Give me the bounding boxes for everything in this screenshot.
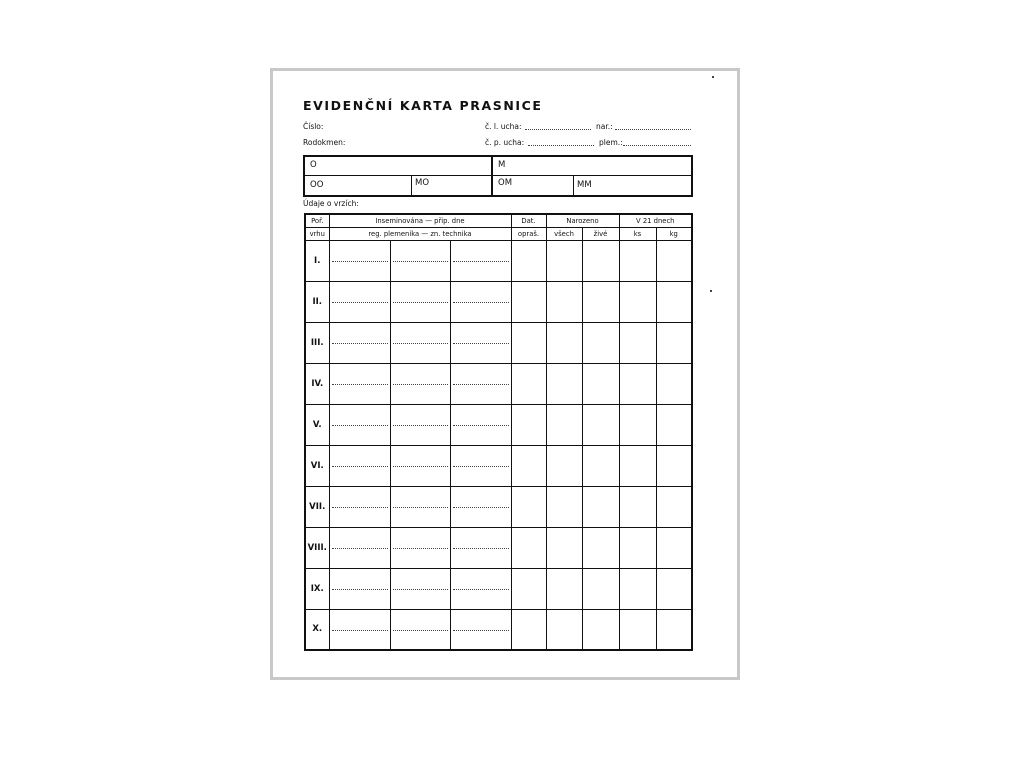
- scan-speck: [712, 76, 714, 78]
- dotted-line: [393, 507, 448, 508]
- day21-weight-cell[interactable]: [656, 322, 692, 363]
- dotted-line: [393, 425, 448, 426]
- dotted-line: [393, 466, 448, 467]
- insemination-cell[interactable]: [329, 404, 390, 445]
- scan-speck: [710, 290, 712, 292]
- header-insem: Inseminována — přip. dne: [329, 214, 511, 227]
- day21-count-cell[interactable]: [619, 404, 656, 445]
- dotted-line: [332, 261, 388, 262]
- born-alive-cell[interactable]: [582, 322, 619, 363]
- form-title: EVIDENČNÍ KARTA PRASNICE: [303, 98, 543, 113]
- born-alive-cell[interactable]: [582, 363, 619, 404]
- header-opras: opraš.: [511, 227, 546, 240]
- dotted-line: [332, 425, 388, 426]
- dotted-line: [332, 466, 388, 467]
- litter-number: V.: [305, 404, 329, 445]
- day21-weight-cell[interactable]: [656, 445, 692, 486]
- pedigree-o[interactable]: O: [310, 160, 317, 170]
- ear-left-label: č. l. ucha:: [485, 122, 522, 131]
- dotted-line: [332, 548, 388, 549]
- insemination-cell[interactable]: [390, 363, 450, 404]
- cislo-label: Číslo:: [303, 122, 324, 131]
- dotted-line: [453, 630, 509, 631]
- dotted-line: [453, 466, 509, 467]
- born-total-cell[interactable]: [546, 445, 582, 486]
- udaje-label: Údaje o vrzích:: [303, 199, 359, 208]
- insemination-cell[interactable]: [390, 404, 450, 445]
- litters-table-wrap: [304, 213, 693, 651]
- dotted-line: [453, 507, 509, 508]
- header-ks: ks: [619, 227, 656, 240]
- dotted-line: [332, 507, 388, 508]
- header-zive: živé: [582, 227, 619, 240]
- insemination-cell[interactable]: [390, 281, 450, 322]
- day21-weight-cell[interactable]: [656, 404, 692, 445]
- insemination-cell[interactable]: [329, 527, 390, 568]
- pedigree-divider: [491, 157, 493, 195]
- dotted-line: [393, 548, 448, 549]
- dotted-line: [453, 425, 509, 426]
- born-alive-cell[interactable]: [582, 404, 619, 445]
- dotted-line: [453, 384, 509, 385]
- farrowing-date-cell[interactable]: [511, 568, 546, 609]
- born-alive-cell[interactable]: [582, 568, 619, 609]
- table-row: [305, 486, 692, 527]
- born-total-cell[interactable]: [546, 404, 582, 445]
- litters-table: [304, 213, 693, 651]
- born-alive-cell[interactable]: [582, 527, 619, 568]
- litter-number: I.: [305, 240, 329, 281]
- header-kg: kg: [656, 227, 692, 240]
- insemination-cell[interactable]: [450, 568, 511, 609]
- insemination-cell[interactable]: [450, 363, 511, 404]
- dotted-line: [332, 589, 388, 590]
- header-v21: V 21 dnech: [619, 214, 692, 227]
- farrowing-date-cell[interactable]: [511, 527, 546, 568]
- dotted-line: [332, 630, 388, 631]
- insemination-cell[interactable]: [390, 322, 450, 363]
- day21-weight-cell[interactable]: [656, 527, 692, 568]
- pedigree-box: [303, 155, 693, 197]
- day21-weight-cell[interactable]: [656, 363, 692, 404]
- day21-weight-cell[interactable]: [656, 281, 692, 322]
- litter-number: IX.: [305, 568, 329, 609]
- dotted-line: [393, 343, 448, 344]
- litter-number: X.: [305, 609, 329, 650]
- insemination-cell[interactable]: [329, 240, 390, 281]
- table-row: [305, 363, 692, 404]
- day21-count-cell[interactable]: [619, 568, 656, 609]
- day21-count-cell[interactable]: [619, 527, 656, 568]
- born-alive-cell[interactable]: [582, 609, 619, 650]
- table-row: [305, 609, 692, 650]
- day21-count-cell[interactable]: [619, 281, 656, 322]
- born-total-cell[interactable]: [546, 322, 582, 363]
- header-por: Poř.: [305, 214, 329, 227]
- dotted-line: [393, 630, 448, 631]
- day21-weight-cell[interactable]: [656, 240, 692, 281]
- insemination-cell[interactable]: [450, 281, 511, 322]
- table-row: [305, 527, 692, 568]
- table-row: [305, 568, 692, 609]
- insemination-cell[interactable]: [390, 445, 450, 486]
- header-vsech: všech: [546, 227, 582, 240]
- table-row: [305, 445, 692, 486]
- farrowing-date-cell[interactable]: [511, 486, 546, 527]
- day21-count-cell[interactable]: [619, 322, 656, 363]
- dotted-line: [332, 343, 388, 344]
- document-frame: [270, 68, 740, 680]
- born-total-cell[interactable]: [546, 568, 582, 609]
- day21-count-cell[interactable]: [619, 240, 656, 281]
- insemination-cell[interactable]: [450, 240, 511, 281]
- insemination-cell[interactable]: [450, 527, 511, 568]
- insemination-cell[interactable]: [450, 322, 511, 363]
- table-row: [305, 404, 692, 445]
- pedigree-divider-left: [411, 175, 412, 195]
- dotted-line: [332, 302, 388, 303]
- insemination-cell[interactable]: [329, 363, 390, 404]
- insemination-cell[interactable]: [329, 445, 390, 486]
- insemination-cell[interactable]: [329, 609, 390, 650]
- insemination-cell[interactable]: [329, 486, 390, 527]
- insemination-cell[interactable]: [329, 322, 390, 363]
- insemination-cell[interactable]: [450, 486, 511, 527]
- farrowing-date-cell[interactable]: [511, 445, 546, 486]
- insemination-cell[interactable]: [390, 486, 450, 527]
- farrowing-date-cell[interactable]: [511, 240, 546, 281]
- litter-number: VI.: [305, 445, 329, 486]
- insemination-cell[interactable]: [390, 527, 450, 568]
- day21-count-cell[interactable]: [619, 486, 656, 527]
- header-dat: Dat.: [511, 214, 546, 227]
- born-alive-cell[interactable]: [582, 240, 619, 281]
- header-reg: reg. plemeníka — zn. technika: [329, 227, 511, 240]
- litter-number: II.: [305, 281, 329, 322]
- pedigree-oo[interactable]: OO: [310, 180, 324, 190]
- pedigree-midline: [305, 175, 691, 176]
- litter-number: VII.: [305, 486, 329, 527]
- born-total-cell[interactable]: [546, 486, 582, 527]
- litter-number: IV.: [305, 363, 329, 404]
- insemination-cell[interactable]: [390, 609, 450, 650]
- born-alive-cell[interactable]: [582, 281, 619, 322]
- farrowing-date-cell[interactable]: [511, 404, 546, 445]
- born-alive-cell[interactable]: [582, 486, 619, 527]
- day21-weight-cell[interactable]: [656, 609, 692, 650]
- insemination-cell[interactable]: [329, 281, 390, 322]
- day21-count-cell[interactable]: [619, 445, 656, 486]
- born-total-cell[interactable]: [546, 363, 582, 404]
- plem-field[interactable]: [623, 145, 691, 146]
- litter-number: VIII.: [305, 527, 329, 568]
- insemination-cell[interactable]: [450, 609, 511, 650]
- insemination-cell[interactable]: [450, 445, 511, 486]
- dotted-line: [453, 589, 509, 590]
- table-row: [305, 281, 692, 322]
- farrowing-date-cell[interactable]: [511, 609, 546, 650]
- pedigree-om[interactable]: OM: [498, 178, 513, 188]
- table-row: [305, 322, 692, 363]
- ear-right-field[interactable]: [528, 145, 594, 146]
- rodokmen-label: Rodokmen:: [303, 138, 346, 147]
- pedigree-mm[interactable]: MM: [577, 180, 592, 190]
- day21-weight-cell[interactable]: [656, 486, 692, 527]
- ear-left-field[interactable]: [525, 129, 591, 130]
- nar-label: nar.:: [596, 122, 613, 131]
- born-total-cell[interactable]: [546, 240, 582, 281]
- dotted-line: [393, 261, 448, 262]
- insemination-cell[interactable]: [329, 568, 390, 609]
- plem-label: plem.:: [599, 138, 623, 147]
- born-total-cell[interactable]: [546, 609, 582, 650]
- nar-field[interactable]: [615, 129, 691, 130]
- insemination-cell[interactable]: [450, 404, 511, 445]
- farrowing-date-cell[interactable]: [511, 322, 546, 363]
- born-total-cell[interactable]: [546, 281, 582, 322]
- insemination-cell[interactable]: [390, 568, 450, 609]
- litter-number: III.: [305, 322, 329, 363]
- dotted-line: [332, 384, 388, 385]
- day21-weight-cell[interactable]: [656, 568, 692, 609]
- born-alive-cell[interactable]: [582, 445, 619, 486]
- dotted-line: [453, 548, 509, 549]
- dotted-line: [453, 261, 509, 262]
- pedigree-divider-right: [573, 175, 574, 195]
- day21-count-cell[interactable]: [619, 609, 656, 650]
- farrowing-date-cell[interactable]: [511, 363, 546, 404]
- dotted-line: [453, 343, 509, 344]
- farrowing-date-cell[interactable]: [511, 281, 546, 322]
- dotted-line: [393, 589, 448, 590]
- pedigree-mo[interactable]: MO: [415, 178, 430, 188]
- dotted-line: [453, 302, 509, 303]
- insemination-cell[interactable]: [390, 240, 450, 281]
- table-row: [305, 240, 692, 281]
- header-vrhu: vrhu: [305, 227, 329, 240]
- day21-count-cell[interactable]: [619, 363, 656, 404]
- pedigree-m[interactable]: M: [498, 160, 506, 170]
- ear-right-label: č. p. ucha:: [485, 138, 525, 147]
- header-narozeno: Narozeno: [546, 214, 619, 227]
- dotted-line: [393, 384, 448, 385]
- born-total-cell[interactable]: [546, 527, 582, 568]
- dotted-line: [393, 302, 448, 303]
